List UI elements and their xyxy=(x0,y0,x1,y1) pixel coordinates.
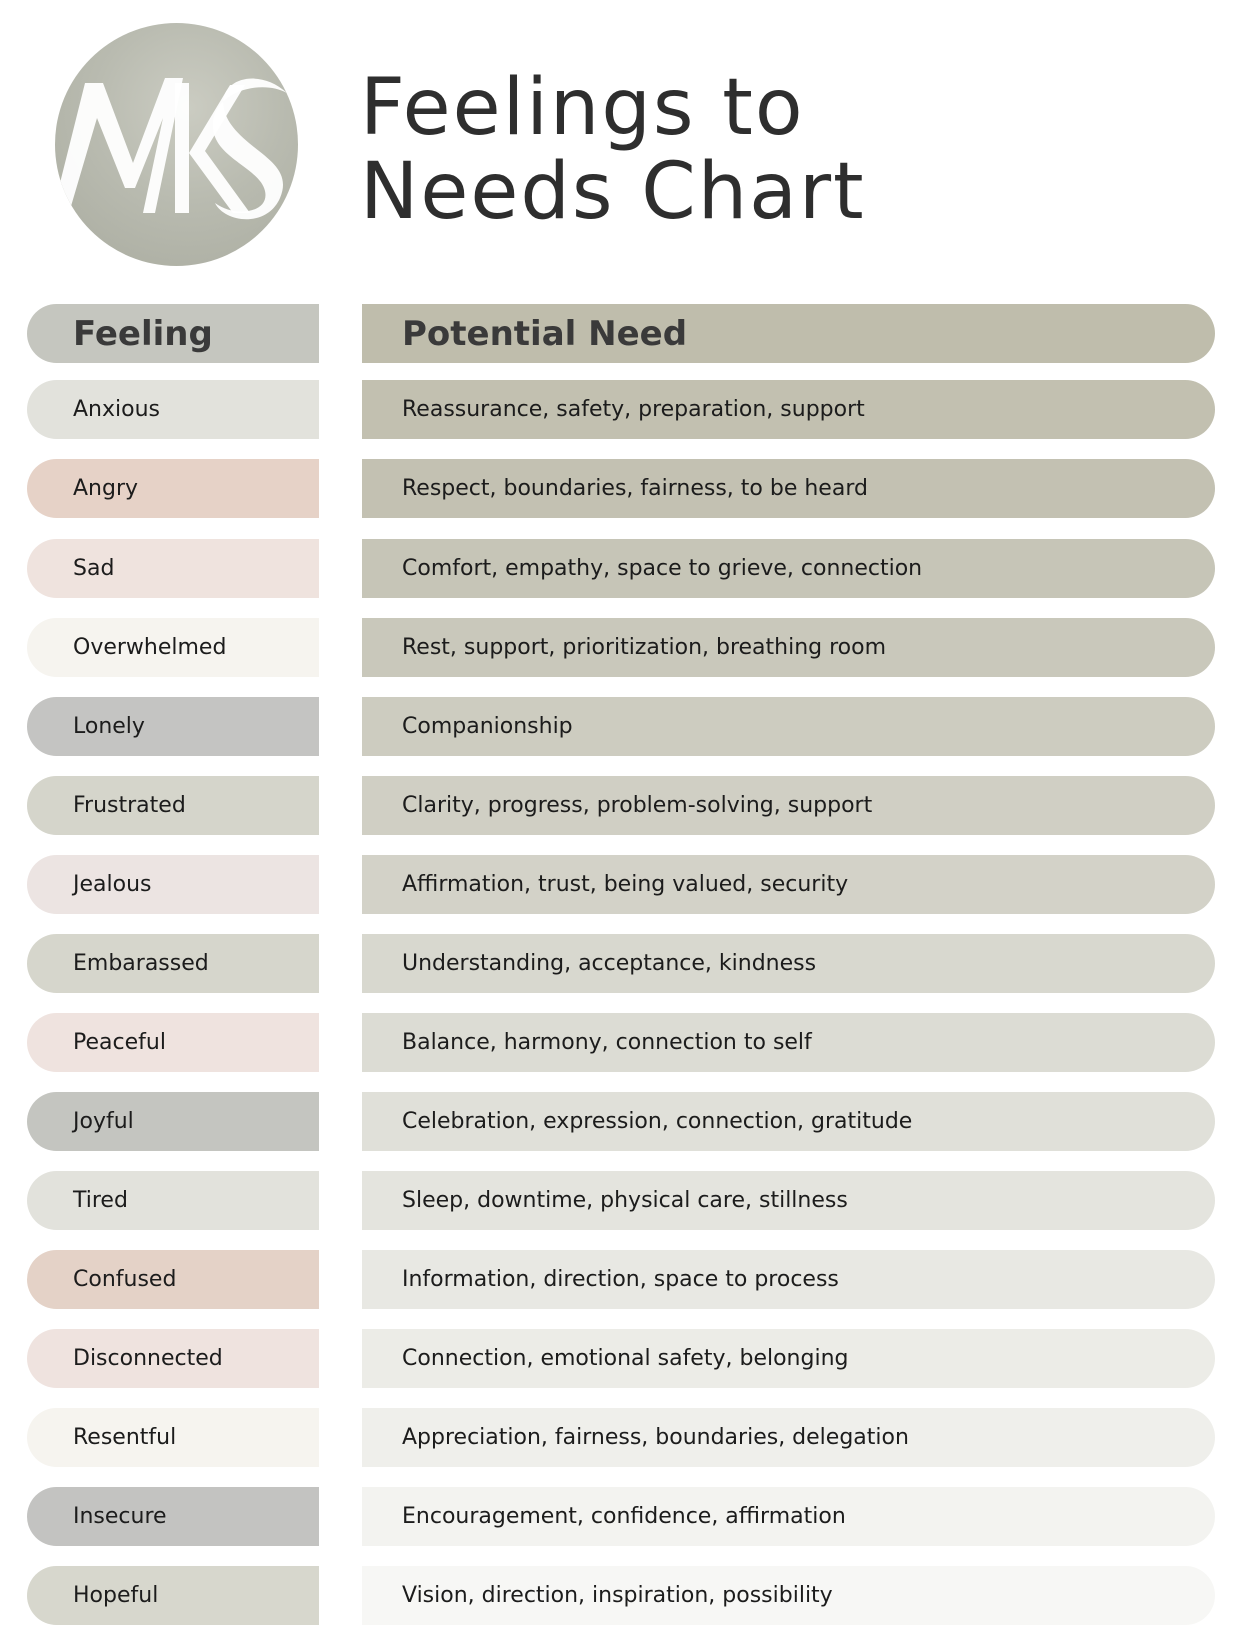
title-line-1: Feelings to xyxy=(360,63,805,153)
feeling-cell: Angry xyxy=(27,459,319,518)
table-row xyxy=(27,459,1215,518)
feeling-cell: Disconnected xyxy=(27,1329,319,1388)
page-title xyxy=(360,63,866,237)
feeling-cell: Frustrated xyxy=(27,776,319,835)
header-potential-need: Potential Need xyxy=(362,304,1215,363)
title-line-2: Needs Chart xyxy=(360,147,866,237)
table-row xyxy=(27,1013,1215,1072)
need-cell: Appreciation, fairness, boundaries, delegation xyxy=(362,1408,1215,1467)
feeling-cell: Confused xyxy=(27,1250,319,1309)
need-cell: Sleep, downtime, physical care, stillness xyxy=(362,1171,1215,1230)
table-row xyxy=(27,855,1215,914)
feeling-cell: Insecure xyxy=(27,1487,319,1546)
feeling-cell: Joyful xyxy=(27,1092,319,1151)
need-cell: Vision, direction, inspiration, possibility xyxy=(362,1566,1215,1625)
feeling-cell: Embarassed xyxy=(27,934,319,993)
feeling-cell: Lonely xyxy=(27,697,319,756)
need-cell: Reassurance, safety, preparation, support xyxy=(362,380,1215,439)
need-cell: Rest, support, prioritization, breathing room xyxy=(362,618,1215,677)
table-row xyxy=(27,618,1215,677)
table-row xyxy=(27,697,1215,756)
table-row xyxy=(27,380,1215,439)
need-cell: Balance, harmony, connection to self xyxy=(362,1013,1215,1072)
mks-monogram-icon xyxy=(55,23,298,266)
feeling-cell: Tired xyxy=(27,1171,319,1230)
feeling-cell: Sad xyxy=(27,539,319,598)
need-cell: Information, direction, space to process xyxy=(362,1250,1215,1309)
header-feeling: Feeling xyxy=(27,304,319,363)
need-cell: Respect, boundaries, fairness, to be heard xyxy=(362,459,1215,518)
table-row xyxy=(27,539,1215,598)
need-cell: Affirmation, trust, being valued, security xyxy=(362,855,1215,914)
need-cell: Encouragement, confidence, affirmation xyxy=(362,1487,1215,1546)
table-row xyxy=(27,1171,1215,1230)
need-cell: Celebration, expression, connection, gratitude xyxy=(362,1092,1215,1151)
need-cell: Comfort, empathy, space to grieve, connection xyxy=(362,539,1215,598)
need-cell: Companionship xyxy=(362,697,1215,756)
table-row xyxy=(27,1487,1215,1546)
feeling-cell: Hopeful xyxy=(27,1566,319,1625)
feeling-cell: Jealous xyxy=(27,855,319,914)
feeling-cell: Overwhelmed xyxy=(27,618,319,677)
feeling-cell: Peaceful xyxy=(27,1013,319,1072)
table-row xyxy=(27,1250,1215,1309)
table-row xyxy=(27,1408,1215,1467)
table-row xyxy=(27,934,1215,993)
logo xyxy=(55,23,298,266)
need-cell: Clarity, progress, problem-solving, support xyxy=(362,776,1215,835)
table-row xyxy=(27,1566,1215,1625)
feeling-cell: Resentful xyxy=(27,1408,319,1467)
feeling-cell: Anxious xyxy=(27,380,319,439)
need-cell: Understanding, acceptance, kindness xyxy=(362,934,1215,993)
table-row xyxy=(27,776,1215,835)
table-row xyxy=(27,1329,1215,1388)
table-row xyxy=(27,1092,1215,1151)
table-header-row xyxy=(27,304,1215,363)
need-cell: Connection, emotional safety, belonging xyxy=(362,1329,1215,1388)
